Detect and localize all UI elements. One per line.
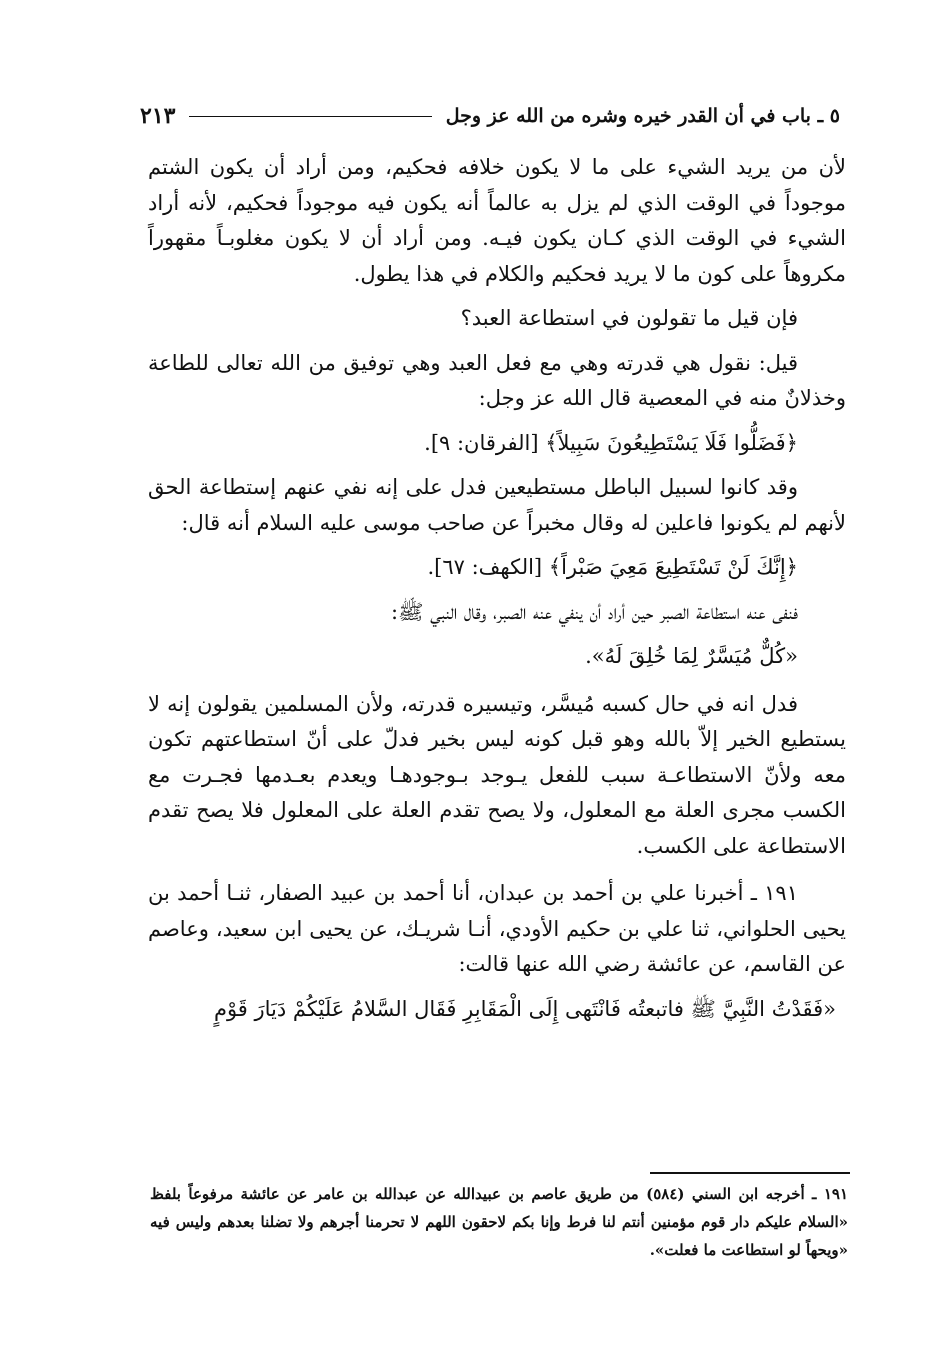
paragraph-1: لأن من يريد الشيء على ما لا يكون خلافه فحكيم، ومن أراد أن يكون الشتم موجوداً في الوقت الذي لم يزل به عالماً أنه يكون فيه موجوداً فحكيم، لأنه أراد الشيء في الوقت الذي كـان يكون فيـه. ومن أراد أن لا يكون مغلوبـاً مقهوراً مكروهاً على كون ما لا يريد فحكيم والكلام في هذا يطول. [148,155,846,286]
hadith-quote-2: «فَقَدْتُ النَّبِيَّ ﷺ فاتبعتُه فَانْتَهى إِلَى الْمَقَابِرِ فَقَال السَّلامُ عَلَيْكُمْ دَيَارَ قَوْمٍ [213,996,836,1021]
quran-verse-2: ﴿إِنَّكَ لَنْ تَسْتَطِيعَ مَعِيَ صَبْراً﴾ [الكهف: ٦٧]. [427,555,798,579]
header-divider [189,116,431,117]
main-text [148,150,846,1036]
footnote [150,1180,848,1264]
paragraph-3: قيل: نقول هي قدرته وهي مع فعل العبد وهي توفيق من الله تعالى للطاعة وخذلانٌ منه في المعصية قال الله عز وجل: [148,350,846,410]
chapter-title: ٥ ـ باب في أن القدر خيره وشره من الله عز وجل [445,105,840,127]
footnote-divider [650,1172,850,1174]
page-number: ٢١٣ [140,103,176,129]
paragraph-2: فإن قيل ما تقولون في استطاعة العبد؟ [460,306,798,330]
hadith-191-isnad: ١٩١ ـ أخبرنا علي بن أحمد بن عبدان، أنا أحمد بن عبيد الصفار، ثنـا أحمد بن يحيى الحلواني، ثنا علي بن حكيم الأودي، أنـا شريـك، عن يحيى ابن سعيد، وعاصم عن القاسم، عن عائشة رضي الله عنها قالت: [148,881,846,976]
paragraph-6: فدل انه في حال كسبه مُيسَّر، وتيسيره قدرته، ولأن المسلمين يقولون إنه لا يستطيع الخير إلاّ بالله وهو قبل كونه ليس بخير فدلّ على أنّ استطاعتهم تكون معه ولأنّ الاستطاعـة سبب للفعل يـوجد بـوجودهـا ويعدم بعـدمها فجـرت مع الكسب مجرى العلة مع المعلول، ولا يصح تقدم العلة على المعلول فلا يصح تقدم الاستطاعة على الكسب. [148,691,847,858]
paragraph-5: فنفى عنه استطاعة الصبر حين أراد أن ينفي عنه الصبر، وقال النبي ﷺ: [391,599,798,624]
footnote-text: ١٩١ ـ أخرجه ابن السني (٥٨٤) من طريق عاصم بن عبيدالله عن عبدالله بن عامر عن عائشة مرفوعاً بلفظ «السلام عليكم دار قوم مؤمنين أنتم لنا فرط وإنا بكم لاحقون اللهم لا تحرمنا أجرهم ولا تضلنا بعدهم وليس فيه «ويحهاً لو استطاعت ما فعلت». [150,1185,848,1259]
quran-verse-1: ﴿فَضَلُّوا فَلَا يَسْتَطِيعُونَ سَبِيلاً﴾ [الفرقان: ٩]. [424,430,798,455]
paragraph-4: وقد كانوا لسبيل الباطل مستطيعين فدل على إنه نفي عنهم إستطاعة الحق لأنهم لم يكونوا فاعلين له وقال مخبراً عن صاحب موسى عليه السلام أنه قال: [148,475,846,535]
running-header [140,96,840,136]
hadith-quote-1: «كُلٌّ مُيَسَّرٌ لِمَا خُلِقَ لَهُ». [585,644,798,668]
